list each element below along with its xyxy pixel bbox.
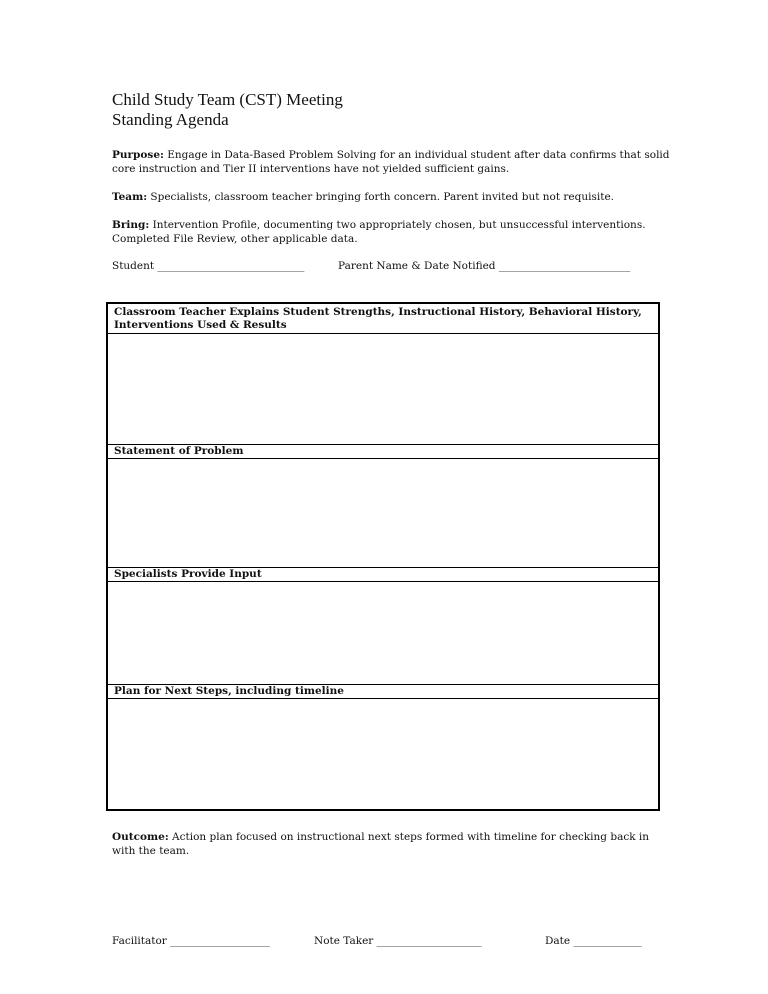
bring-text: Intervention Profile, documenting two appropriately chosen, but unsuccessful interventions. Completed File Review, other applicable data. <box>112 219 646 245</box>
title-line-1: Child Study Team (CST) Meeting <box>112 90 343 109</box>
purpose-label: Purpose: <box>112 149 164 161</box>
title-line-2: Standing Agenda <box>112 110 229 129</box>
date-field[interactable]: Date _____________ <box>545 935 642 947</box>
team-label: Team: <box>112 191 148 203</box>
outcome-label: Outcome: <box>112 831 169 843</box>
section-header-plan-next-steps: Plan for Next Steps, including timeline <box>108 684 658 699</box>
signature-row <box>112 934 672 990</box>
section-body-teacher-explains[interactable] <box>108 334 658 444</box>
section-header-statement-of-problem: Statement of Problem <box>108 444 658 459</box>
team-paragraph <box>112 190 672 204</box>
outcome-text: Action plan focused on instructional next steps formed with timeline for checking back in with the team. <box>112 831 650 857</box>
purpose-paragraph <box>112 148 672 176</box>
student-field[interactable]: Student ____________________________ <box>112 260 305 272</box>
outcome-paragraph <box>112 830 672 858</box>
purpose-text: Engage in Data-Based Problem Solving for an individual student after data confirms that solid core instruction and Tier II interventions have not yielded sufficient gains. <box>112 149 670 175</box>
bring-paragraph <box>112 218 672 246</box>
facilitator-field[interactable]: Facilitator ___________________ <box>112 935 270 947</box>
note-taker-field[interactable]: Note Taker ____________________ <box>314 935 482 947</box>
section-header-teacher-explains: Classroom Teacher Explains Student Strengths, Instructional History, Behavioral History, Interventions Used & Results <box>108 304 658 334</box>
section-body-specialists-input[interactable] <box>108 582 658 684</box>
bring-label: Bring: <box>112 219 150 231</box>
section-body-statement-of-problem[interactable] <box>108 459 658 567</box>
section-header-specialists-input: Specialists Provide Input <box>108 567 658 582</box>
team-text: Specialists, classroom teacher bringing forth concern. Parent invited but not requisite. <box>147 191 614 203</box>
page-title <box>112 90 343 130</box>
section-body-plan-next-steps[interactable] <box>108 699 658 807</box>
agenda-table <box>106 302 660 811</box>
parent-name-date-field[interactable]: Parent Name & Date Notified _________________________ <box>338 260 631 272</box>
